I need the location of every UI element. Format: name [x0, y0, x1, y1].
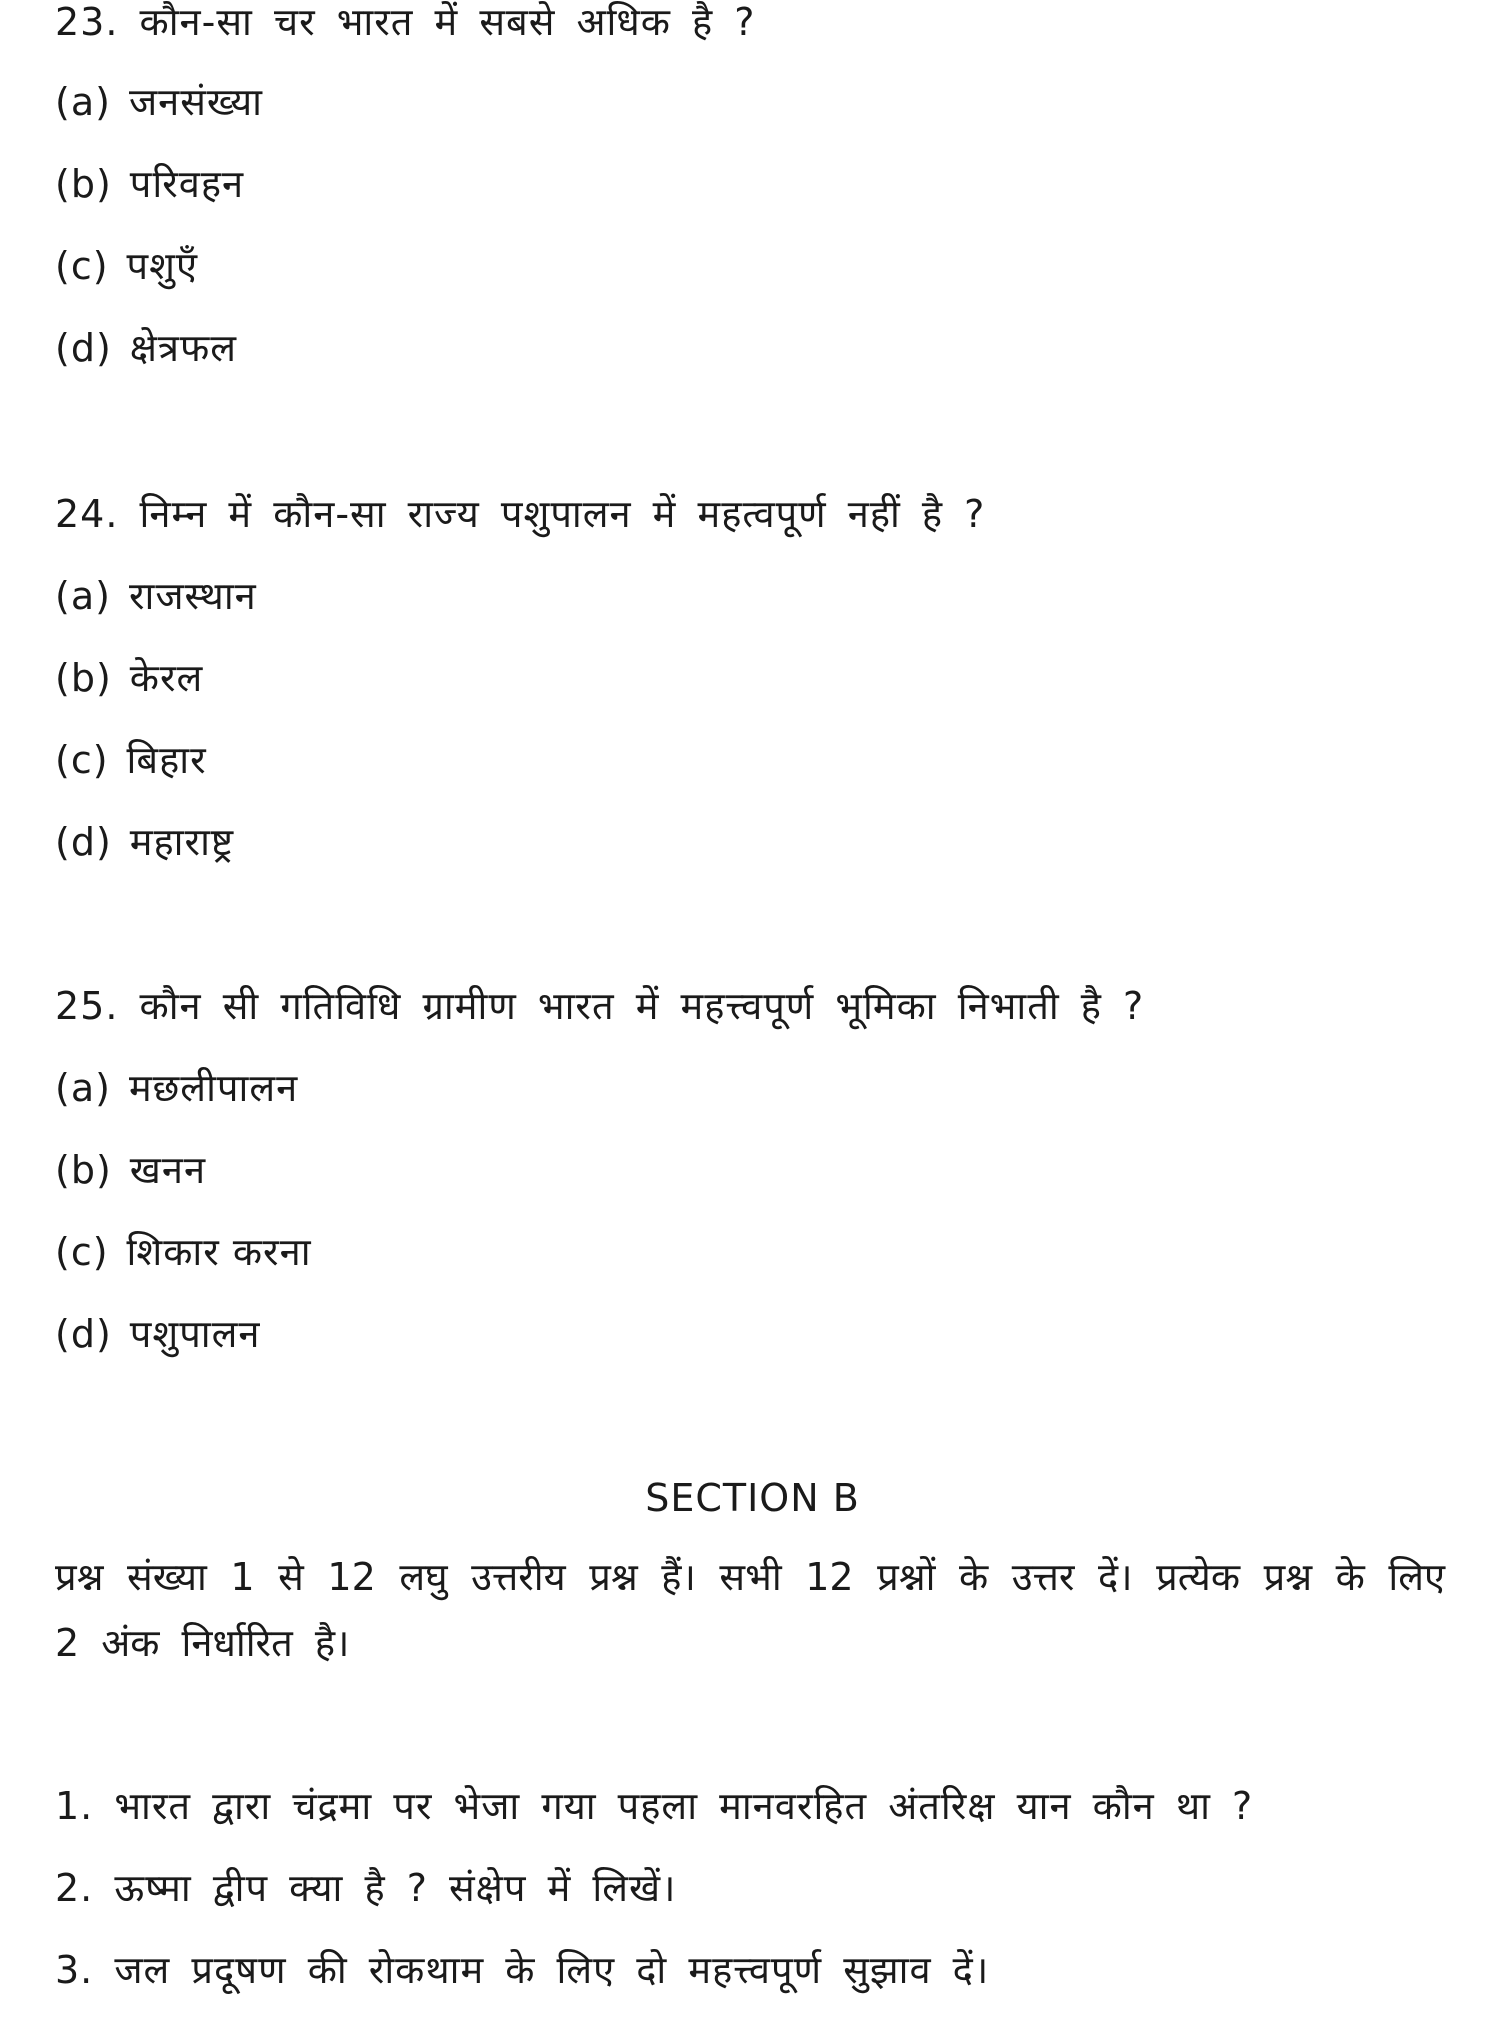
- option-25-b: [55, 1148, 206, 1192]
- option-label: (b): [55, 1148, 112, 1192]
- section-b-title: SECTION B: [645, 1476, 860, 1520]
- option-text: खनन: [129, 1148, 207, 1192]
- option-25-c: [55, 1230, 312, 1274]
- option-label: (a): [55, 1066, 111, 1110]
- question-25: 25. कौन सी गतिविधि ग्रामीण भारत में महत्त्वपूर्ण भूमिका निभाती है ?: [55, 984, 1145, 1028]
- option-text: पशुपालन: [129, 1312, 261, 1356]
- option-label: (a): [55, 80, 111, 124]
- option-24-b: [55, 656, 203, 700]
- option-text: परिवहन: [129, 162, 245, 206]
- option-text: केरल: [129, 656, 204, 700]
- option-label: (c): [55, 738, 109, 782]
- option-24-c: [55, 738, 207, 782]
- option-label: (d): [55, 820, 112, 864]
- question-23: 23. कौन-सा चर भारत में सबसे अधिक है ?: [55, 0, 756, 44]
- option-label: (d): [55, 1312, 112, 1356]
- option-text: जनसंख्या: [128, 80, 264, 124]
- section-b-question-2: 2. ऊष्मा द्वीप क्या है ? संक्षेप में लिखें।: [55, 1866, 677, 1910]
- option-label: (c): [55, 1230, 109, 1274]
- option-text: शिकार करना: [126, 1230, 312, 1274]
- option-label: (c): [55, 244, 109, 288]
- question-24: 24. निम्न में कौन-सा राज्य पशुपालन में महत्वपूर्ण नहीं है ?: [55, 492, 986, 536]
- option-24-d: [55, 820, 234, 864]
- option-text: महाराष्ट्र: [129, 820, 235, 864]
- option-label: (b): [55, 656, 112, 700]
- section-b-instructions: प्रश्न संख्या 1 से 12 लघु उत्तरीय प्रश्न हैं। सभी 12 प्रश्नों के उत्तर दें। प्रत्येक प्रश्न के लिए 2 अंक निर्धारित है।: [55, 1555, 1445, 1665]
- option-label: (d): [55, 326, 112, 370]
- option-text: बिहार: [126, 738, 207, 782]
- section-b-question-1: 1. भारत द्वारा चंद्रमा पर भेजा गया पहला मानवरहित अंतरिक्ष यान कौन था ?: [55, 1784, 1254, 1828]
- option-text: राजस्थान: [128, 574, 257, 618]
- section-b-question-3: 3. जल प्रदूषण की रोकथाम के लिए दो महत्त्वपूर्ण सुझाव दें।: [55, 1948, 990, 1992]
- option-25-d: [55, 1312, 261, 1356]
- option-text: मछलीपालन: [128, 1066, 299, 1110]
- option-23-c: [55, 244, 198, 288]
- option-text: क्षेत्रफल: [129, 326, 238, 370]
- option-25-a: [55, 1066, 298, 1110]
- option-23-a: [55, 80, 263, 124]
- option-text: पशुएँ: [126, 244, 198, 288]
- option-label: (b): [55, 162, 112, 206]
- option-23-b: [55, 162, 244, 206]
- option-24-a: [55, 574, 257, 618]
- option-23-d: [55, 326, 237, 370]
- option-label: (a): [55, 574, 111, 618]
